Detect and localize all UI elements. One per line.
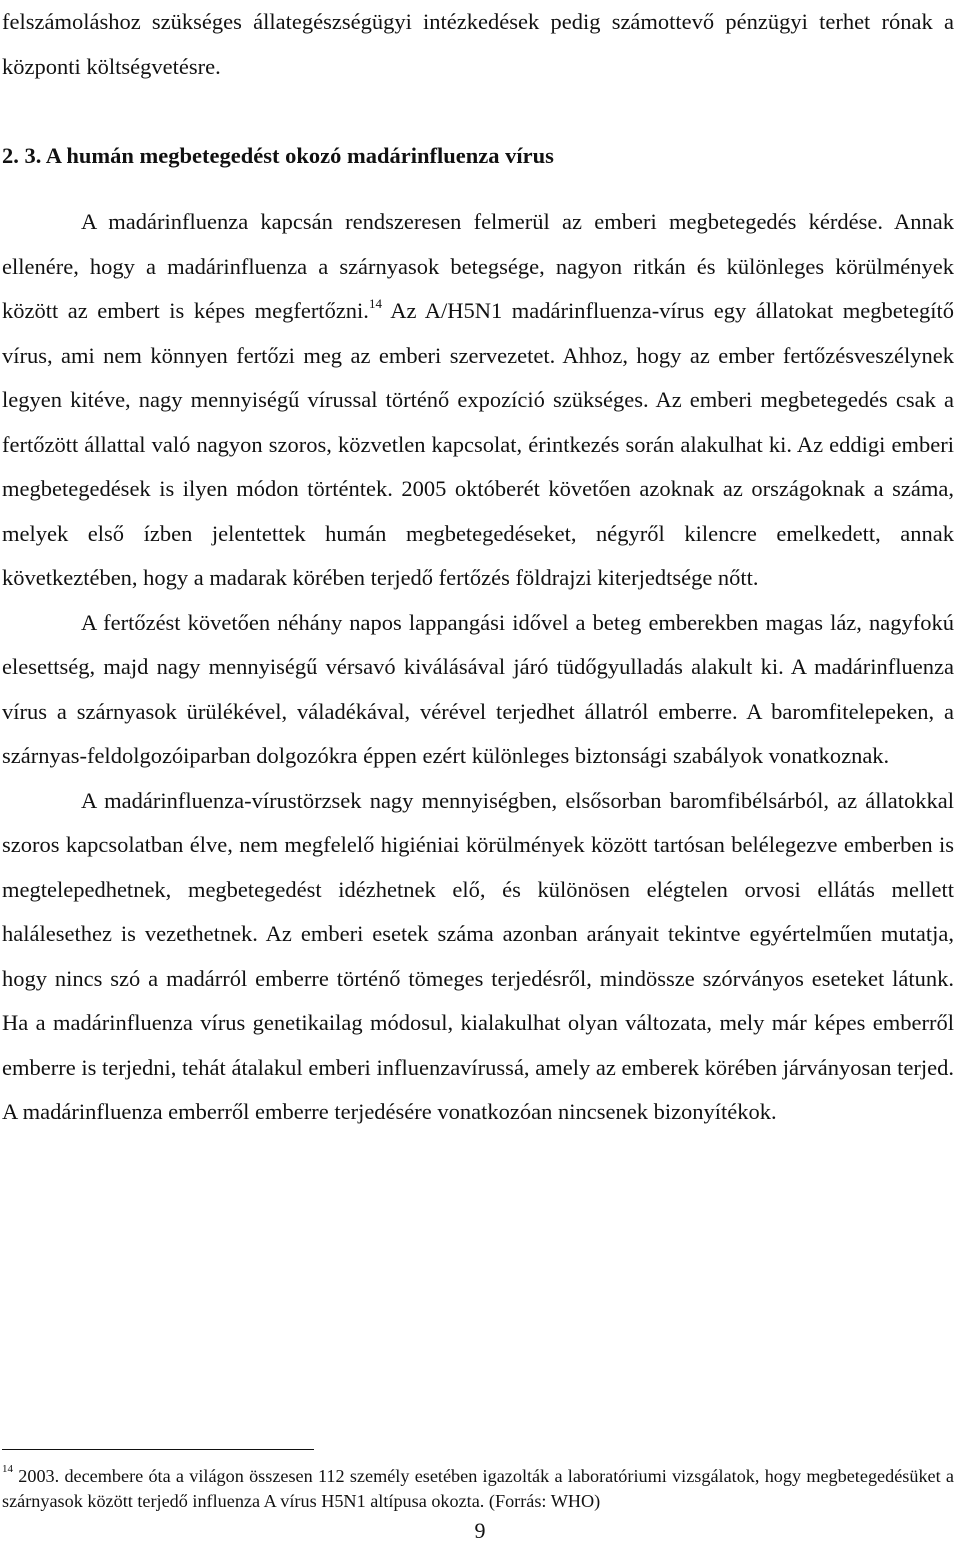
- paragraph-3: A madárinfluenza-vírustörzsek nagy mennyiségben, elsősorban baromfibélsárból, az állatokkal szoros kapcsolatban élve, nem megfelelő higiéniai körülmények között tartósan belélegezve emberben is megtelepedhetnek, megbetegedést idézhetnek elő, és különösen elégtelen orvosi ellátás mellett halálesethez is vezethetnek. Az emberi esetek száma azonban arányait tekintve egyértelműen mutatja, hogy nincs szó a madárról emberre történő tömeges terjedésről, mindössze szórványos eseteket látunk. Ha a madárinfluenza vírus genetikailag módosul, kialakulhat olyan változata, mely már képes emberről emberre is terjedni, tehát átalakul emberi influenzavírussá, amely az emberek körében járványosan terjed. A madárinfluenza emberről emberre terjedésére vonatkozóan nincsenek bizonyítékok.: [2, 787, 954, 1124]
- paragraph-continuation: felszámoláshoz szükséges állategészségügyi intézkedések pedig számottevő pénzügyi terhet rónak a központi költségvetésre.: [2, 9, 954, 79]
- paragraph-1: [2, 200, 954, 601]
- paragraph-2: A fertőzést követően néhány napos lappangási idővel a beteg emberekben magas láz, nagyfokú elesettség, majd nagy mennyiségű vérsavó kiválásával járó tüdőgyulladás alakult ki. A madárinfluenza vírus a szárnyasok ürülékével, váladékával, vérével terjedhet állatról emberre. A baromfitelepeken, a szárnyas-feldolgozóiparban dolgozókra éppen ezért különleges biztonsági szabályok vonatkoznak.: [2, 609, 954, 768]
- section-heading: 2. 3. A humán megbetegedést okozó madárinfluenza vírus: [2, 142, 554, 168]
- paragraph-1-part-2: Az A/H5N1 madárinfluenza-vírus egy állatokat megbetegítő vírus, ami nem könnyen fertőzi meg az emberi szervezetet. Ahhoz, hogy az ember fertőzésveszélynek legyen kitéve, nagy mennyiségű vírussal történő expozíció szükséges. Az emberi megbetegedés csak a fertőzött állattal való nagyon szoros, közvetlen kapcsolat, érintkezés során alakulhat ki. Az eddigi emberi megbetegedések is ilyen módon történtek. 2005 októberét követően azoknak az országoknak a száma, melyek első ízben jelentettek humán megbetegedéseket, négyről kilencre emelkedett, annak következtében, hogy a madarak körében terjedő fertőzés földrajzi kiterjedtsége nőtt.: [2, 298, 954, 590]
- footnote-number: 14: [2, 1462, 13, 1475]
- document-page: [2, 0, 954, 1135]
- footnote: [2, 1464, 954, 1514]
- footnote-text: 2003. decembere óta a világon összesen 112 személy esetében igazolták a laboratóriumi vizsgálatok, hogy megbetegedésüket a szárnyasok között terjedő influenza A vírus H5N1 altípusa okozta. (Forrás: WHO): [2, 1466, 954, 1511]
- paragraph-1-part-1: A madárinfluenza kapcsán rendszeresen felmerül az emberi megbetegedés kérdése. Annak ellenére, hogy a madárinfluenza a szárnyasok betegsége, nagyon ritkán és különleges körülmények között az embert is képes megfertőzni.: [2, 209, 954, 323]
- footnote-separator: [2, 1449, 314, 1450]
- footnote-reference[interactable]: 14: [368, 295, 382, 311]
- page-number: 9: [474, 1518, 486, 1543]
